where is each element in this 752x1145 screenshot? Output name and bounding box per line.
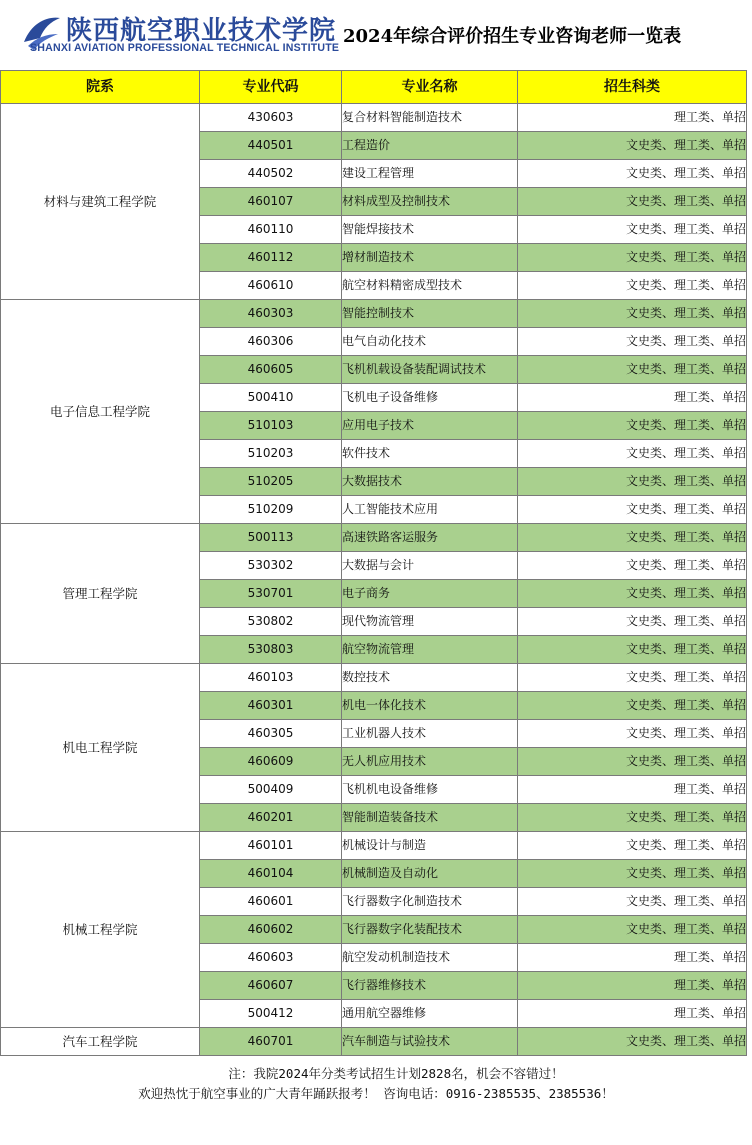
category-cell: 文史类、理工类、单招 <box>518 272 747 300</box>
major-code-cell: 440501 <box>200 132 342 160</box>
category-cell: 文史类、理工类、单招 <box>518 720 747 748</box>
major-code-cell: 500409 <box>200 776 342 804</box>
major-code-cell: 460607 <box>200 972 342 1000</box>
major-name-cell: 增材制造技术 <box>342 244 518 272</box>
header-code: 专业代码 <box>200 71 342 104</box>
category-cell: 文史类、理工类、单招 <box>518 356 747 384</box>
category-cell: 文史类、理工类、单招 <box>518 216 747 244</box>
category-cell: 文史类、理工类、单招 <box>518 300 747 328</box>
category-cell: 理工类、单招 <box>518 776 747 804</box>
major-name-cell: 航空材料精密成型技术 <box>342 272 518 300</box>
category-cell: 文史类、理工类、单招 <box>518 552 747 580</box>
major-name-cell: 智能控制技术 <box>342 300 518 328</box>
major-code-cell: 510209 <box>200 496 342 524</box>
footer-line-2: 欢迎热忱于航空事业的广大青年踊跃报考！ 咨询电话：0916-2385535、2385536！ <box>138 1086 614 1101</box>
major-code-cell: 510103 <box>200 412 342 440</box>
major-code-cell: 460605 <box>200 356 342 384</box>
major-name-cell: 无人机应用技术 <box>342 748 518 776</box>
dept-cell: 机械工程学院 <box>1 832 200 1028</box>
major-name-cell: 大数据与会计 <box>342 552 518 580</box>
major-name-cell: 人工智能技术应用 <box>342 496 518 524</box>
dept-cell: 机电工程学院 <box>1 664 200 832</box>
major-name-cell: 电子商务 <box>342 580 518 608</box>
category-cell: 文史类、理工类、单招 <box>518 524 747 552</box>
major-code-cell: 460201 <box>200 804 342 832</box>
major-name-cell: 飞行器维修技术 <box>342 972 518 1000</box>
major-name-cell: 材料成型及控制技术 <box>342 188 518 216</box>
logo-english-name: SHANXI AVIATION PROFESSIONAL TECHNICAL INSTITUTE <box>30 42 340 54</box>
major-name-cell: 智能焊接技术 <box>342 216 518 244</box>
category-cell: 文史类、理工类、单招 <box>518 580 747 608</box>
category-cell: 文史类、理工类、单招 <box>518 160 747 188</box>
table-row <box>1 524 747 552</box>
logo-chinese-name: 陕西航空职业技术学院 <box>66 16 337 46</box>
category-cell: 文史类、理工类、单招 <box>518 132 747 160</box>
major-code-cell: 460609 <box>200 748 342 776</box>
major-name-cell: 应用电子技术 <box>342 412 518 440</box>
major-name-cell: 飞行器数字化装配技术 <box>342 916 518 944</box>
major-code-cell: 460301 <box>200 692 342 720</box>
category-cell: 理工类、单招 <box>518 972 747 1000</box>
institute-logo <box>22 12 340 58</box>
category-cell: 文史类、理工类、单招 <box>518 244 747 272</box>
dept-cell: 管理工程学院 <box>1 524 200 664</box>
major-name-cell: 飞机机电设备维修 <box>342 776 518 804</box>
category-cell: 文史类、理工类、单招 <box>518 1028 747 1056</box>
major-code-cell: 440502 <box>200 160 342 188</box>
major-code-cell: 460107 <box>200 188 342 216</box>
major-code-cell: 460306 <box>200 328 342 356</box>
major-name-cell: 复合材料智能制造技术 <box>342 104 518 132</box>
category-cell: 文史类、理工类、单招 <box>518 860 747 888</box>
major-code-cell: 460104 <box>200 860 342 888</box>
major-code-cell: 510205 <box>200 468 342 496</box>
category-cell: 文史类、理工类、单招 <box>518 692 747 720</box>
dept-cell: 材料与建筑工程学院 <box>1 104 200 300</box>
table-body <box>1 104 747 1056</box>
table-row <box>1 664 747 692</box>
major-name-cell: 航空物流管理 <box>342 636 518 664</box>
header-name: 专业名称 <box>342 71 518 104</box>
category-cell: 文史类、理工类、单招 <box>518 664 747 692</box>
major-name-cell: 飞行器数字化制造技术 <box>342 888 518 916</box>
category-cell: 理工类、单招 <box>518 1000 747 1028</box>
major-name-cell: 机电一体化技术 <box>342 692 518 720</box>
category-cell: 文史类、理工类、单招 <box>518 804 747 832</box>
major-name-cell: 飞机机载设备装配调试技术 <box>342 356 518 384</box>
major-table <box>0 70 747 1056</box>
major-name-cell: 高速铁路客运服务 <box>342 524 518 552</box>
category-cell: 文史类、理工类、单招 <box>518 608 747 636</box>
major-name-cell: 机械设计与制造 <box>342 832 518 860</box>
table-row <box>1 832 747 860</box>
footer-line-1: 注：我院2024年分类考试招生计划2828名，机会不容错过！ <box>228 1066 564 1081</box>
category-cell: 文史类、理工类、单招 <box>518 916 747 944</box>
major-name-cell: 通用航空器维修 <box>342 1000 518 1028</box>
table-header-row <box>1 71 747 104</box>
major-name-cell: 工业机器人技术 <box>342 720 518 748</box>
major-name-cell: 智能制造装备技术 <box>342 804 518 832</box>
major-name-cell: 飞机电子设备维修 <box>342 384 518 412</box>
major-code-cell: 530802 <box>200 608 342 636</box>
major-code-cell: 430603 <box>200 104 342 132</box>
major-name-cell: 机械制造及自动化 <box>342 860 518 888</box>
header-category: 招生科类 <box>518 71 747 104</box>
category-cell: 文史类、理工类、单招 <box>518 832 747 860</box>
major-name-cell: 电气自动化技术 <box>342 328 518 356</box>
category-cell: 文史类、理工类、单招 <box>518 412 747 440</box>
major-code-cell: 500412 <box>200 1000 342 1028</box>
category-cell: 文史类、理工类、单招 <box>518 468 747 496</box>
category-cell: 文史类、理工类、单招 <box>518 748 747 776</box>
major-code-cell: 460602 <box>200 916 342 944</box>
major-name-cell: 软件技术 <box>342 440 518 468</box>
table-row <box>1 104 747 132</box>
category-cell: 文史类、理工类、单招 <box>518 636 747 664</box>
category-cell: 文史类、理工类、单招 <box>518 888 747 916</box>
major-code-cell: 460603 <box>200 944 342 972</box>
dept-cell: 汽车工程学院 <box>1 1028 200 1056</box>
major-name-cell: 数控技术 <box>342 664 518 692</box>
dept-cell: 电子信息工程学院 <box>1 300 200 524</box>
major-code-cell: 460303 <box>200 300 342 328</box>
major-code-cell: 460103 <box>200 664 342 692</box>
category-cell: 文史类、理工类、单招 <box>518 188 747 216</box>
major-code-cell: 530803 <box>200 636 342 664</box>
major-code-cell: 460110 <box>200 216 342 244</box>
major-code-cell: 530302 <box>200 552 342 580</box>
major-code-cell: 460701 <box>200 1028 342 1056</box>
table-row <box>1 300 747 328</box>
major-code-cell: 460101 <box>200 832 342 860</box>
category-cell: 文史类、理工类、单招 <box>518 440 747 468</box>
major-name-cell: 汽车制造与试验技术 <box>342 1028 518 1056</box>
category-cell: 文史类、理工类、单招 <box>518 328 747 356</box>
category-cell: 文史类、理工类、单招 <box>518 496 747 524</box>
major-name-cell: 建设工程管理 <box>342 160 518 188</box>
major-code-cell: 460601 <box>200 888 342 916</box>
header-dept: 院系 <box>1 71 200 104</box>
major-code-cell: 460610 <box>200 272 342 300</box>
category-cell: 理工类、单招 <box>518 384 747 412</box>
category-cell: 理工类、单招 <box>518 944 747 972</box>
table-row <box>1 1028 747 1056</box>
major-code-cell: 510203 <box>200 440 342 468</box>
category-cell: 理工类、单招 <box>518 104 747 132</box>
major-code-cell: 460112 <box>200 244 342 272</box>
major-code-cell: 460305 <box>200 720 342 748</box>
major-code-cell: 530701 <box>200 580 342 608</box>
page-title: 2024年综合评价招生专业咨询老师一览表 <box>343 26 682 47</box>
major-code-cell: 500113 <box>200 524 342 552</box>
footer-note <box>0 1064 752 1104</box>
major-code-cell: 500410 <box>200 384 342 412</box>
page-header <box>0 0 752 70</box>
major-name-cell: 航空发动机制造技术 <box>342 944 518 972</box>
major-name-cell: 大数据技术 <box>342 468 518 496</box>
major-name-cell: 现代物流管理 <box>342 608 518 636</box>
major-name-cell: 工程造价 <box>342 132 518 160</box>
